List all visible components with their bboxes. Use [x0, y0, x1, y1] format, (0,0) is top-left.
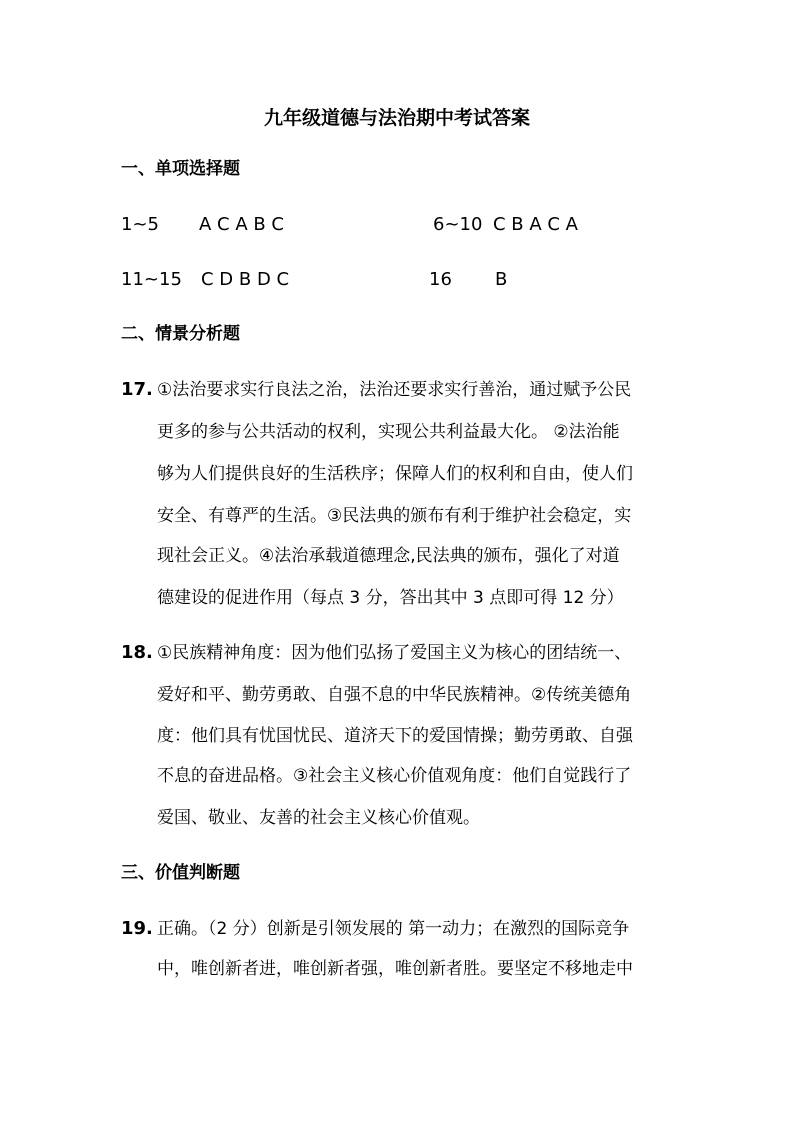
- page-title: 九年级道德与法治期中考试答案: [263, 107, 530, 129]
- answer-line: 现社会正义。④法治承载道德理念,民法典的颁布，强化了对道: [157, 546, 620, 566]
- answer-line: 不息的奋进品格。③社会主义核心价值观角度：他们自觉践行了: [157, 766, 632, 786]
- answer-line: 爱国、敬业、友善的社会主义核心价值观。: [157, 808, 480, 828]
- question-number: 17.: [121, 379, 153, 400]
- section-heading-scenario-analysis: 二、情景分析题: [121, 324, 240, 344]
- question-number: 18.: [121, 642, 153, 663]
- mc-range-label: 1~5: [121, 214, 159, 235]
- answer-line: 度：他们具有忧国忧民、道济天下的爱国情操；勤劳勇敢、自强: [157, 726, 633, 746]
- mc-answers: B: [495, 269, 508, 290]
- answer-line: 更多的参与公共活动的权利，实现公共利益最大化。 ②法治能: [157, 422, 620, 442]
- mc-answers: C B A C A: [493, 214, 578, 235]
- answer-line: 中，唯创新者进，唯创新者强，唯创新者胜。要坚定不移地走中: [157, 959, 633, 979]
- mc-answers: A C A B C: [199, 214, 284, 235]
- answer-line: 德建设的促进作用（每点 3 分，答出其中 3 点即可得 12 分）: [157, 588, 624, 608]
- mc-range-label: 6~10: [433, 214, 483, 235]
- answer-line: ①民族精神角度：因为他们弘扬了爱国主义为核心的团结统一、: [157, 643, 632, 663]
- question-number: 19.: [121, 918, 153, 939]
- answer-line: 安全、有尊严的生活。③民法典的颁布有利于维护社会稳定，实: [157, 506, 632, 526]
- mc-answers: C D B D C: [201, 269, 290, 290]
- section-heading-single-choice: 一、单项选择题: [121, 159, 240, 179]
- mc-range-label: 11~15: [121, 269, 182, 290]
- section-heading-value-judgement: 三、价值判断题: [121, 863, 240, 883]
- answer-line: 够为人们提供良好的生活秩序；保障人们的权利和自由，使人们: [157, 464, 633, 484]
- mc-range-label: 16: [429, 269, 452, 290]
- answer-line: 爱好和平、勤劳勇敢、自强不息的中华民族精神。②传统美德角: [157, 685, 632, 705]
- answer-line: 正确。（2 分）创新是引领发展的 第一动力；在激烈的国际竞争: [157, 919, 630, 939]
- answer-line: ①法治要求实行良法之治，法治还要求实行善治，通过赋予公民: [157, 380, 632, 400]
